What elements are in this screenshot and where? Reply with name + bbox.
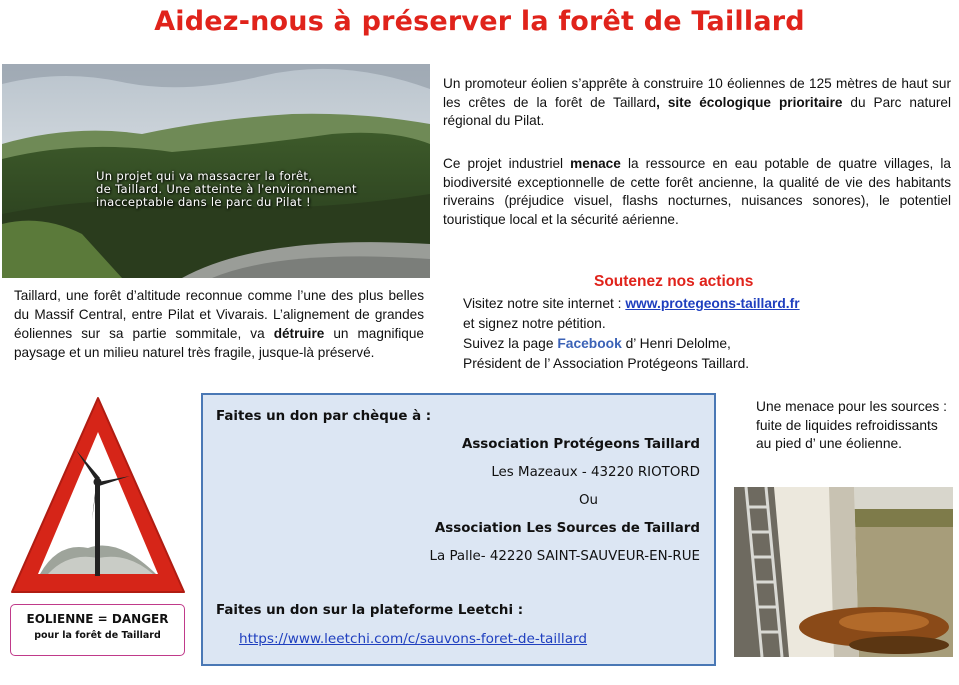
association-name: Association Protégeons Taillard — [461, 437, 700, 452]
facebook-link[interactable]: Facebook — [557, 336, 622, 351]
text-span: Suivez la page — [463, 336, 558, 351]
association-address: La Palle- 42220 SAINT-SAUVEUR-EN-RUE — [429, 549, 700, 564]
or-separator: Ou — [579, 493, 599, 508]
text-span: Visitez notre site internet : — [463, 296, 626, 311]
danger-subline: pour la forêt de Taillard — [34, 630, 161, 641]
threat-paragraph — [443, 155, 951, 229]
association-address: Les Mazeaux - 43220 RIOTORD — [491, 465, 700, 480]
association-name: Association Les Sources de Taillard — [434, 521, 700, 536]
website-link[interactable]: www.protegeons-taillard.fr — [625, 296, 800, 311]
forest-description — [14, 286, 424, 362]
text-span: la ressource en eau potable de quatre villages, la biodiversité exceptionnelle de cette forêt ancienne, la qualité de vie des habitants riverains (préjudice visuel, flashs nocturnes, nuisances sonores), le potentiel touristique local et la sécurité aérienne. — [443, 156, 951, 227]
photo-caption — [96, 170, 426, 209]
danger-line: EOLIENNE = DANGER — [26, 612, 169, 626]
donation-box — [201, 393, 716, 666]
leetchi-heading: Faites un don sur la plateforme Leetchi : — [216, 603, 524, 618]
photo-caption-line: inacceptable dans le parc du Pilat ! — [96, 195, 311, 209]
support-section — [463, 294, 943, 374]
strong-text: menace — [570, 156, 621, 171]
turbine-base-photo — [734, 487, 953, 657]
text-span: Ce projet industriel — [443, 156, 571, 171]
photo-caption-line: de Taillard. Une atteinte à l'environnement — [96, 182, 357, 196]
strong-text: détruire — [273, 326, 325, 341]
text-span: un magnifique paysage et un milieu naturel très fragile, jusque-là préservé. — [14, 326, 424, 360]
text-span: Un promoteur éolien s’apprête à construire 10 éoliennes de 125 mètres de haut sur les crêtes de la forêt de Taillard — [443, 76, 951, 110]
strong-text: , site écologique prioritaire — [656, 94, 843, 110]
danger-label — [10, 604, 185, 656]
project-paragraph — [443, 75, 951, 131]
petition-line: et signez notre pétition. — [463, 316, 606, 331]
text-span: Taillard, une forêt d’altitude reconnue comme l’une des plus belles du Massif Central, entre Pilat et Vivarais. L’alignement de grandes éoliennes sur sa partie sommitale, va — [14, 288, 424, 341]
text-span: du Parc naturel régional du Pilat. — [443, 94, 951, 128]
menace-caption: Une menace pour les sources : fuite de liquides refroidissants au pied d’ une éolienne. — [756, 399, 947, 451]
president-line: Président de l’ Association Protégeons Taillard. — [463, 356, 750, 371]
page-title: Aidez-nous à préserver la forêt de Taillard — [154, 6, 805, 37]
photo-caption-line: Un projet qui va massacrer la forêt, — [96, 169, 313, 183]
support-heading: Soutenez nos actions — [594, 273, 754, 290]
text-span: d’ Henri Delolme, — [621, 336, 731, 351]
leetchi-link[interactable]: https://www.leetchi.com/c/sauvons-foret-de-taillard — [239, 631, 588, 647]
cheque-heading: Faites un don par chèque à : — [216, 409, 432, 424]
